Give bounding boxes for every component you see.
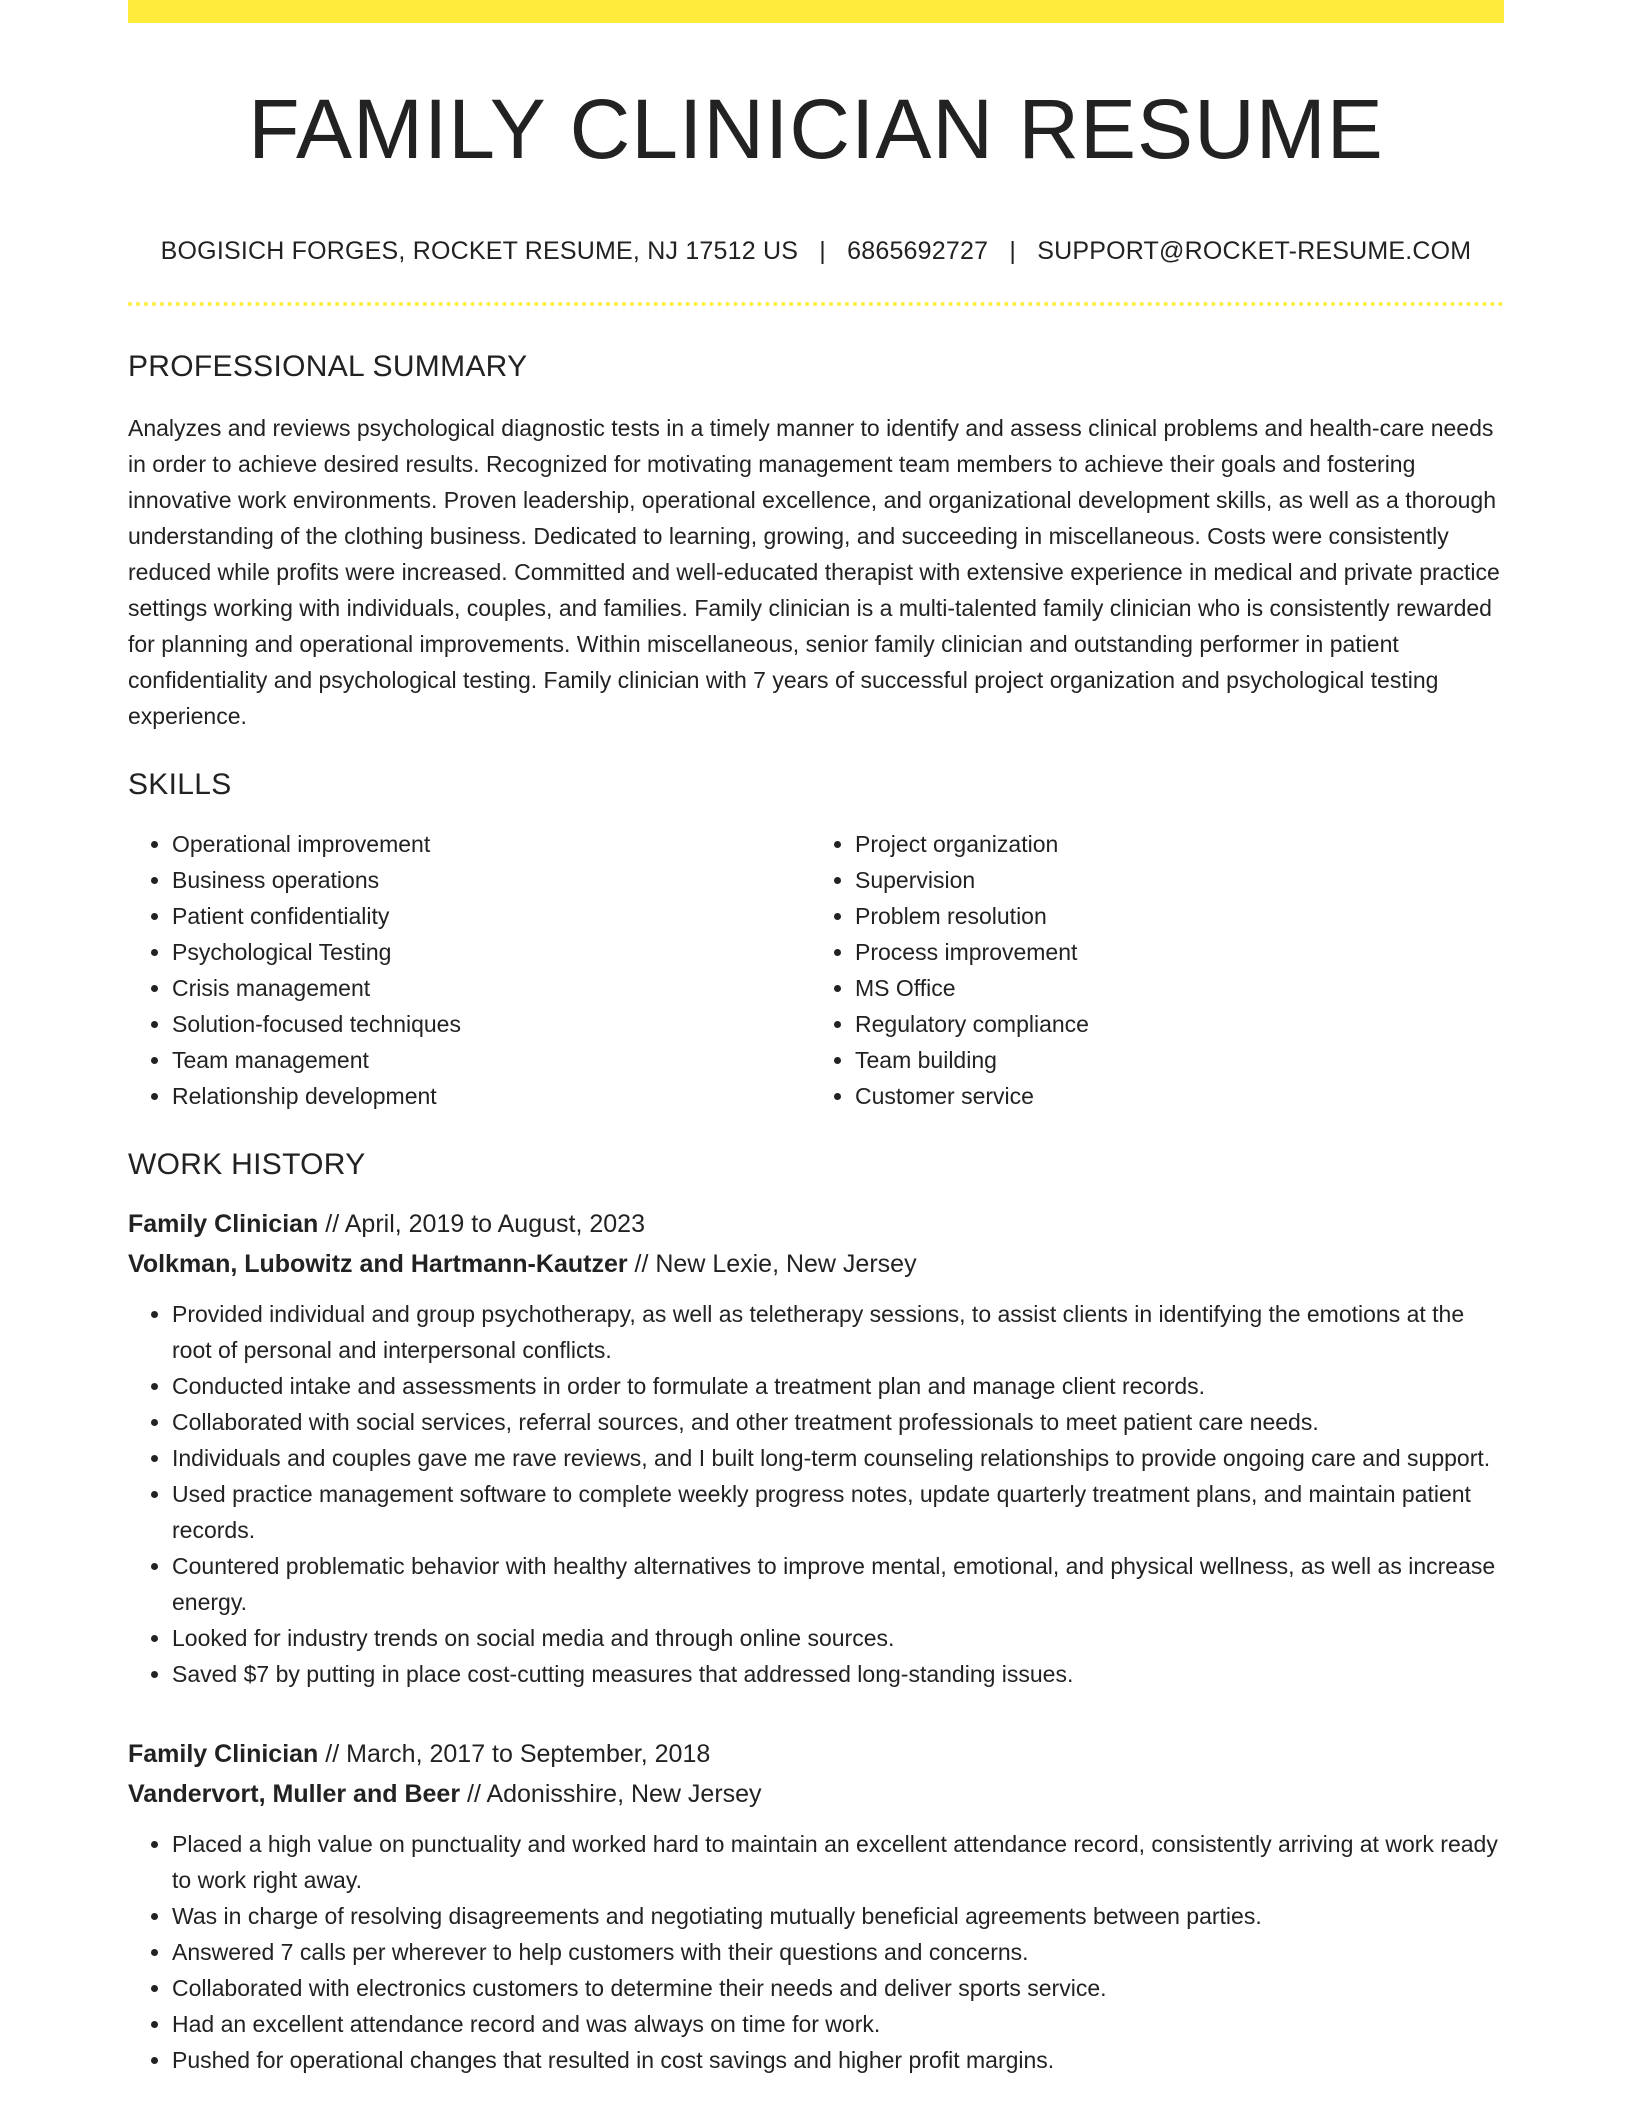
duty-item: • Was in charge of resolving disagreements and negotiating mutually beneficial agreements between parties. xyxy=(172,1898,1504,1934)
resume-title: FAMILY CLINICIAN RESUME xyxy=(248,82,1384,176)
duty-item: • Had an excellent attendance record and was always on time for work. xyxy=(172,2006,1504,2042)
duty-item: • Collaborated with social services, referral sources, and other treatment professionals to meet patient care needs. xyxy=(172,1404,1504,1440)
job-company: Vandervort, Muller and Beer xyxy=(128,1780,461,1809)
skill-item: • Team management xyxy=(172,1042,821,1078)
skill-item: • Process improvement xyxy=(855,934,1504,970)
skill-item: • Business operations xyxy=(172,862,821,898)
job-dates: // April, 2019 to August, 2023 xyxy=(318,1210,645,1239)
duty-item: • Provided individual and group psychotherapy, as well as teletherapy sessions, to assist clients in identifying the emotions at the root of personal and interpersonal conflicts. xyxy=(172,1296,1504,1368)
job-title: Family Clinician xyxy=(128,1740,319,1769)
duty-item: • Countered problematic behavior with healthy alternatives to improve mental, emotional, and physical wellness, as well as increase energy. xyxy=(172,1548,1504,1620)
duty-item: • Conducted intake and assessments in order to formulate a treatment plan and manage client records. xyxy=(172,1368,1504,1404)
skill-item: • MS Office xyxy=(855,970,1504,1006)
summary-text: Analyzes and reviews psychological diagnostic tests in a timely manner to identify and assess clinical problems and health-care needs in order to achieve desired results. Recognized for motivating management team members to achieve their goals and fostering innovative work environments. Proven leadership, operational excellence, and organizational development skills, as well as a thorough understanding of the clothing business. Dedicated to learning, growing, and succeeding in miscellaneous. Costs were consistently reduced while profits were increased. Committed and well-educated therapist with extensive experience in medical and private practice settings working with individuals, couples, and families. Family clinician is a multi-talented family clinician who is consistently rewarded for planning and operational improvements. Within miscellaneous, senior family clinician and outstanding performer in patient confidentiality and psychological testing. Family clinician with 7 years of successful project organization and psychological testing experience. xyxy=(128,415,1500,730)
skills-list-left xyxy=(128,826,821,1114)
skill-item: • Team building xyxy=(855,1042,1504,1078)
job-location: // New Lexie, New Jersey xyxy=(627,1250,917,1279)
duty-item: • Pushed for operational changes that resulted in cost savings and higher profit margins. xyxy=(172,2042,1504,2078)
job-location: // Adonisshire, New Jersey xyxy=(460,1780,762,1809)
skill-item: • Psychological Testing xyxy=(172,934,821,970)
resume-page xyxy=(128,0,1504,2078)
contact-email: SUPPORT@ROCKET-RESUME.COM xyxy=(1037,237,1472,266)
skill-item: • Crisis management xyxy=(172,970,821,1006)
header-divider xyxy=(128,302,1504,306)
work-history-heading: WORK HISTORY xyxy=(128,1148,366,1182)
duty-item: • Used practice management software to complete weekly progress notes, update quarterly treatment plans, and maintain patient records. xyxy=(172,1476,1504,1548)
skill-item: • Problem resolution xyxy=(855,898,1504,934)
accent-bar xyxy=(128,0,1504,23)
job-entry xyxy=(128,1734,1504,2078)
job-title: Family Clinician xyxy=(128,1210,319,1239)
job-entry xyxy=(128,1204,1504,1692)
summary-heading: PROFESSIONAL SUMMARY xyxy=(128,350,528,384)
skills-columns xyxy=(128,826,1504,1114)
job-title-line xyxy=(128,1204,1504,1244)
job-duties-list xyxy=(128,1826,1504,2078)
job-company-line xyxy=(128,1774,1504,1814)
skill-item: • Relationship development xyxy=(172,1078,821,1114)
job-company-line xyxy=(128,1244,1504,1284)
contact-separator: | xyxy=(1009,237,1017,266)
duty-item: • Saved $7 by putting in place cost-cutting measures that addressed long-standing issues. xyxy=(172,1656,1504,1692)
contact-phone: 6865692727 xyxy=(847,237,989,266)
skill-item: • Supervision xyxy=(855,862,1504,898)
skill-item: • Customer service xyxy=(855,1078,1504,1114)
skill-item: • Solution-focused techniques xyxy=(172,1006,821,1042)
duty-item: • Individuals and couples gave me rave reviews, and I built long-term counseling relationships to provide ongoing care and support. xyxy=(172,1440,1504,1476)
job-duties-list xyxy=(128,1296,1504,1692)
skills-heading: SKILLS xyxy=(128,768,232,802)
job-dates: // March, 2017 to September, 2018 xyxy=(318,1740,711,1769)
contact-line xyxy=(128,237,1504,266)
contact-separator: | xyxy=(819,237,826,266)
skill-item: • Project organization xyxy=(855,826,1504,862)
duty-item: • Placed a high value on punctuality and worked hard to maintain an excellent attendance record, consistently arriving at work ready to work right away. xyxy=(172,1826,1504,1898)
skill-item: • Operational improvement xyxy=(172,826,821,862)
contact-address: BOGISICH FORGES, ROCKET RESUME, NJ 17512 US xyxy=(160,237,799,266)
skill-item: • Patient confidentiality xyxy=(172,898,821,934)
skills-list-right xyxy=(821,826,1504,1114)
job-title-line xyxy=(128,1734,1504,1774)
skill-item: • Regulatory compliance xyxy=(855,1006,1504,1042)
duty-item: • Looked for industry trends on social media and through online sources. xyxy=(172,1620,1504,1656)
duty-item: • Answered 7 calls per wherever to help customers with their questions and concerns. xyxy=(172,1934,1504,1970)
duty-item: • Collaborated with electronics customers to determine their needs and deliver sports service. xyxy=(172,1970,1504,2006)
job-company: Volkman, Lubowitz and Hartmann-Kautzer xyxy=(128,1250,628,1279)
